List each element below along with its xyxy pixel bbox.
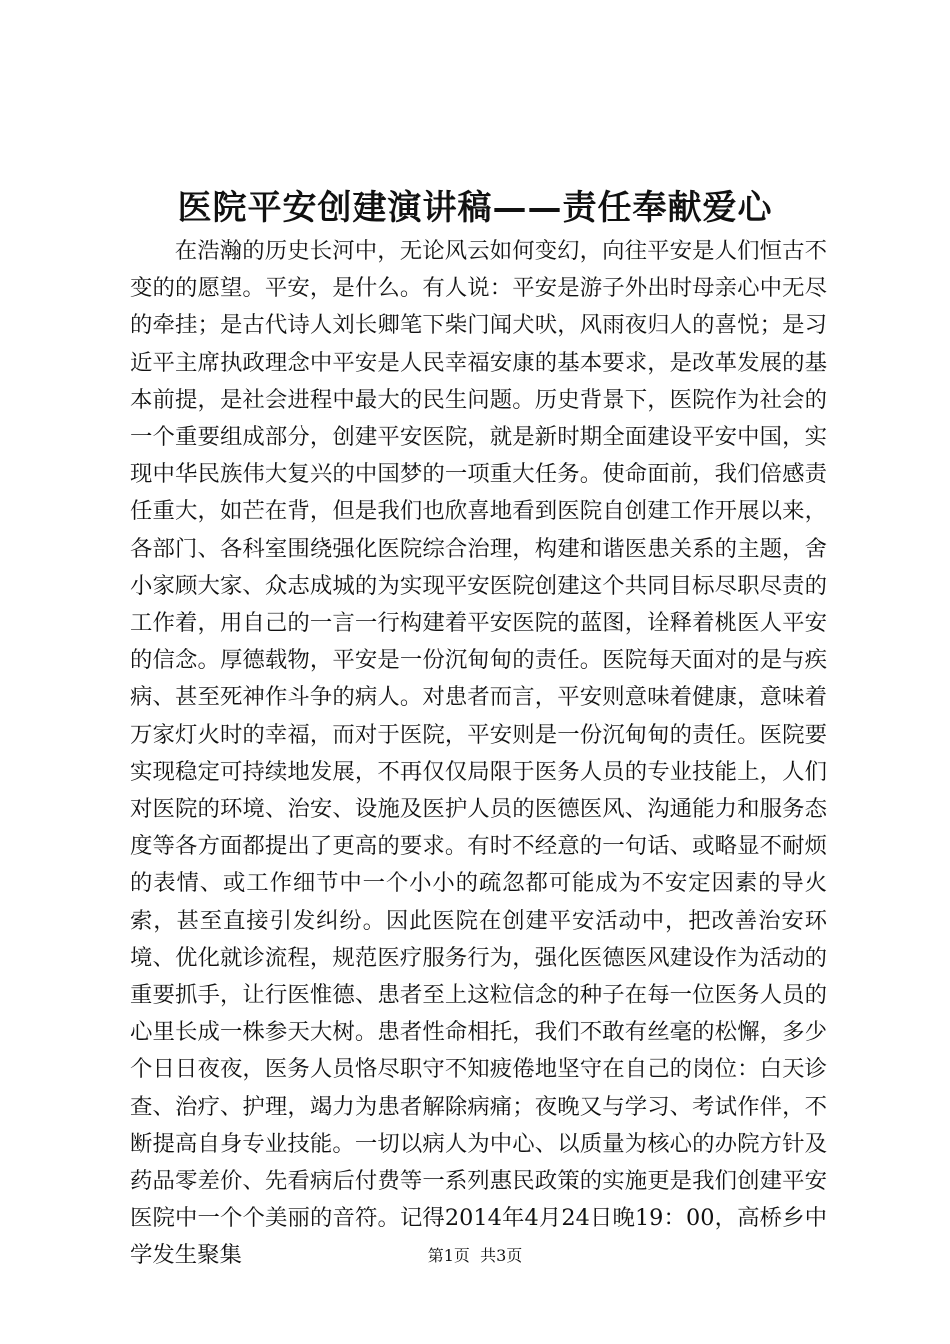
footer-separator: [470, 1246, 480, 1265]
body-paragraph: 在浩瀚的历史长河中，无论风云如何变幻，向往平安是人们恒古不变的的愿望。平安，是什么。有人说：平安是游子外出时母亲心中无尽的牵挂；是古代诗人刘长卿笔下柴门闻犬吠，风雨夜归人的喜悦；是习近平主席执政理念中平安是人民幸福安康的基本要求，是改革发展的基本前提，是社会进程中最大的民生问题。历史背景下，医院作为社会的一个重要组成部分，创建平安医院，就是新时期全面建设平安中国，实现中华民族伟大复兴的中国梦的一项重大任务。使命面前，我们倍感责任重大，如芒在背，但是我们也欣喜地看到医院自创建工作开展以来，各部门、各科室围绕强化医院综合治理，构建和谐医患关系的主题，舍小家顾大家、众志成城的为实现平安医院创建这个共同目标尽职尽责的工作着，用自己的一言一行构建着平安医院的蓝图，诠释着桃医人平安的信念。厚德载物，平安是一份沉甸甸的责任。医院每天面对的是与疾病、甚至死神作斗争的病人。对患者而言，平安则意味着健康，意味着万家灯火时的幸福，而对于医院，平安则是一份沉甸甸的责任。医院要实现稳定可持续地发展，不再仅仅局限于医务人员的专业技能上，人们对医院的环境、治安、设施及医护人员的医德医风、沟通能力和服务态度等各方面都提出了更高的要求。有时不经意的一句话、或略显不耐烦的表情、或工作细节中一个小小的疏忽都可能成为不安定因素的导火索，甚至直接引发纠纷。因此医院在创建平安活动中，把改善治安环境、优化就诊流程，规范医疗服务行为，强化医德医风建设作为活动的重要抓手，让行医惟德、患者至上这粒信念的种子在每一位医务人员的心里长成一株参天大树。患者性命相托，我们不敢有丝毫的松懈，多少个日日夜夜，医务人员恪尽职守不知疲倦地坚守在自己的岗位：白天诊查、治疗、护理，竭力为患者解除病痛；夜晚又与学习、考试作伴，不断提高自身专业技能。一切以病人为中心、以质量为核心的办院方针及药品零差价、先看病后付费等一系列惠民政策的实施更是我们创建平安医院中一个个美丽的音符。记得2014年4月24日晚19：00，高桥乡中学发生聚集: [130, 238, 827, 1269]
document-title: 医院平安创建演讲稿——责任奉献爱心: [177, 188, 773, 228]
page-footer: [0, 1244, 950, 1268]
page-total: 共3页: [480, 1246, 523, 1265]
page-number: 第1页: [427, 1246, 470, 1265]
